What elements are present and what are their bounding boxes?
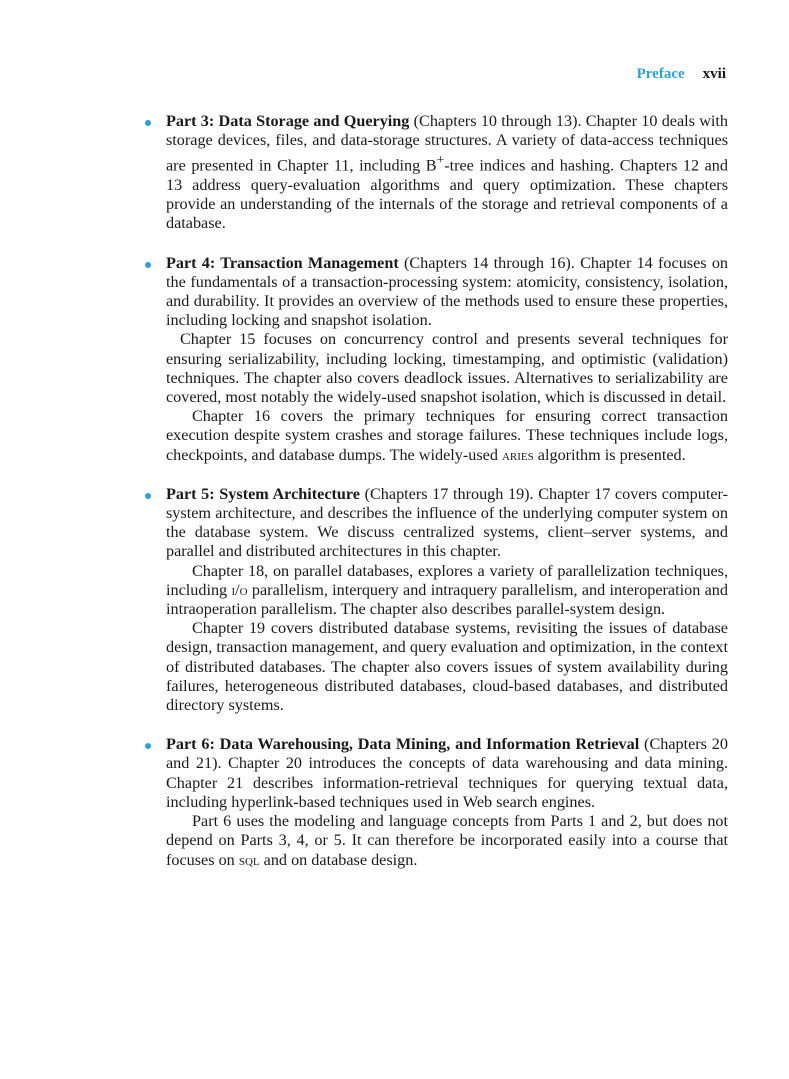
paragraph-text: Chapter 18, on parallel databases, explores a variety of parallelization techniques, including xyxy=(166,561,728,599)
part-title: Part 3: Data Storage and Querying xyxy=(166,112,410,130)
paragraph-text: (Chapters 17 through 19). Chapter 17 covers computer-system architecture, and describes the influence of the underlying computer system on the database system. We discuss centralized systems, client–server systems, and parallel and distributed architectures in this chapter. xyxy=(166,484,728,561)
paragraph-text: Part 6 uses the modeling and language concepts from Parts 1 and 2, but does not depend on Parts 3, 4, or 5. It can therefore be incorporated easily into a course that focuses on xyxy=(166,812,728,869)
paragraph xyxy=(166,407,728,465)
paragraph-text: (Chapters 14 through 16). Chapter 14 focuses on the fundamentals of a transaction-processing system: atomicity, consistency, isolation, and durability. It provides an overview of the methods used to ensure these properties, including locking and snapshot isolation. xyxy=(166,253,729,330)
main-content xyxy=(166,112,728,890)
bullet-icon xyxy=(145,262,151,268)
running-header xyxy=(637,66,726,83)
paragraph-text: (Chapters 20 and 21). Chapter 20 introduces the concepts of data warehousing and data mining. Chapter 21 describes information-retrieval techniques for querying textual data, including hyperlink-based techniques used in Web search engines. xyxy=(166,735,728,811)
list-item-part-3 xyxy=(166,112,728,234)
bullet-icon xyxy=(145,743,151,749)
paragraph xyxy=(166,112,728,234)
paragraph xyxy=(166,254,728,331)
superscript: + xyxy=(436,152,445,168)
paragraph: Chapter 15 focuses on concurrency control and presents several techniques for ensuring serializability, including locking, timestamping, and optimistic (validation) techniques. The chapter also covers deadlock issues. Alternatives to serializability are covered, most notably the widely-used snapshot isolation, which is discussed in detail. xyxy=(166,330,728,407)
paragraph xyxy=(166,735,728,812)
paragraph-text: (Chapters 10 through 13). Chapter 10 deals with storage devices, files, and data-storage structures. A variety of data-access techniques are presented in Chapter 11, including B xyxy=(166,112,728,175)
section-title: Preface xyxy=(636,66,685,82)
paragraph-text: -tree indices and hashing. Chapters 12 and 13 address query-evaluation algorithms and query optimization. These chapters provide an understanding of the internals of the storage and retrieval components of a database. xyxy=(166,156,728,233)
list-item-part-5 xyxy=(166,485,728,715)
paragraph-text: algorithm is presented. xyxy=(533,445,686,464)
acronym: i/o xyxy=(231,580,248,599)
paragraph xyxy=(166,812,728,870)
list-item-part-4 xyxy=(166,254,728,465)
paragraph: Chapter 19 covers distributed database systems, revisiting the issues of database design, transaction management, and query evaluation and optimization, in the context of distributed databases. The chapter also covers issues of system availability during failures, heterogeneous distributed databases, cloud-based databases, and distributed directory systems. xyxy=(166,619,728,715)
page-number: xvii xyxy=(702,66,726,82)
paragraph-text: and on database design. xyxy=(259,850,418,869)
paragraph-text: parallelism, interquery and intraquery parallelism, and interoperation and intraoperation parallelism. The chapter also describes parallel-system design. xyxy=(166,580,728,619)
part-title: Part 6: Data Warehousing, Data Mining, and Information Retrieval xyxy=(166,735,640,754)
paragraph xyxy=(166,485,728,562)
bullet-icon xyxy=(145,493,151,499)
part-title: Part 4: Transaction Management xyxy=(166,253,399,272)
bullet-icon xyxy=(145,120,151,126)
part-title: Part 5: System Architecture xyxy=(166,484,360,503)
paragraph xyxy=(166,562,728,620)
list-item-part-6 xyxy=(166,735,728,869)
paragraph-text: Chapter 16 covers the primary techniques for ensuring correct transaction execution despite system crashes and storage failures. These techniques include logs, checkpoints, and database dumps. The widely-used xyxy=(166,407,728,464)
acronym: sql xyxy=(238,850,260,869)
acronym: aries xyxy=(501,445,534,464)
